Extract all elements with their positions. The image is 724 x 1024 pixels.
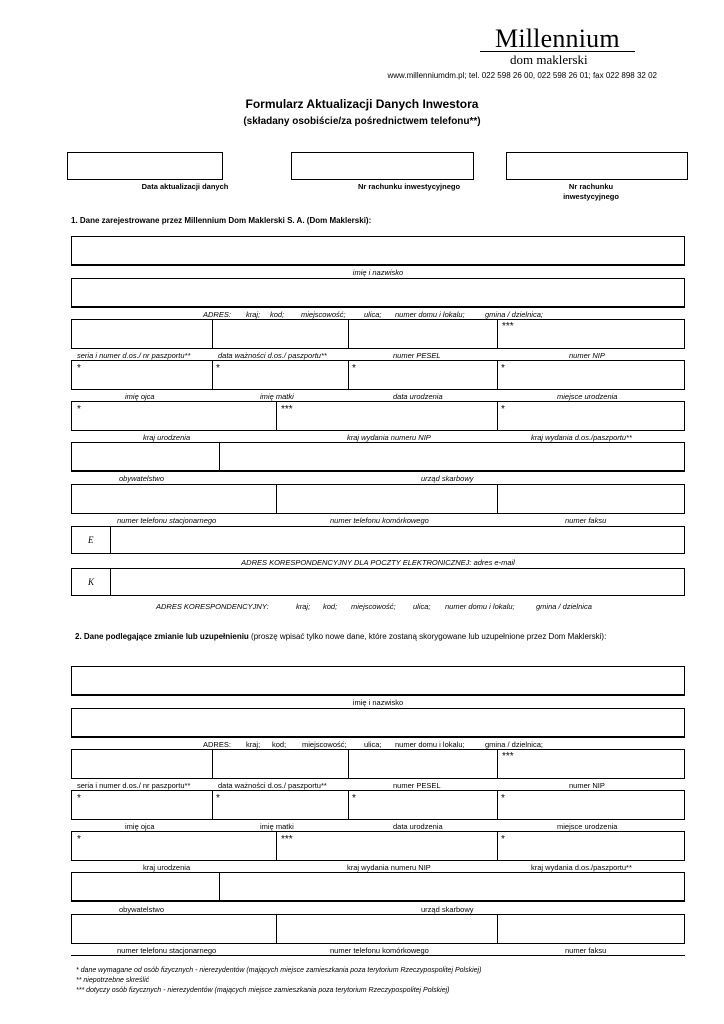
star: * — [352, 793, 356, 804]
s1-row-citizenship[interactable] — [71, 442, 685, 472]
pesel-label: numer PESEL — [393, 351, 441, 360]
birth-country-label: kraj urodzenia — [143, 433, 191, 442]
logo-wordmark: Millennium — [495, 24, 620, 53]
doc-country-label: kraj wydania d.os./paszportu** — [531, 863, 632, 872]
street-label: ulica; — [364, 740, 382, 749]
account-number-field-2[interactable] — [506, 152, 688, 180]
house-label: numer domu i lokalu; — [395, 740, 465, 749]
account-label-2: Nr rachunku inwestycyjnego — [563, 182, 619, 201]
address-label: ADRES: — [203, 740, 231, 749]
pesel-label: numer PESEL — [393, 781, 441, 790]
s1-address-field[interactable] — [71, 278, 685, 308]
district-label: gmina / dzielnica; — [485, 310, 543, 319]
doc-country-label: kraj wydania d.os./paszportu** — [531, 433, 632, 442]
s1-row-id[interactable] — [71, 319, 685, 349]
s1-name-field[interactable] — [71, 236, 685, 266]
footnote-2: ** niepotrzebne skreślić — [76, 977, 150, 984]
nip-label: numer NIP — [569, 781, 605, 790]
district-label: gmina / dzielnica; — [485, 740, 543, 749]
s2-row-citizenship[interactable] — [71, 872, 685, 902]
s1-row-phones[interactable] — [71, 484, 685, 514]
address-label: ADRES: — [203, 310, 231, 319]
s2-bottom-rule — [71, 955, 685, 956]
star: * — [77, 363, 81, 374]
expiry-label: data ważności d.os./ paszportu** — [218, 781, 327, 790]
postcode-label: kod; — [270, 310, 285, 319]
fax-label: numer faksu — [565, 946, 607, 955]
fax-label: numer faksu — [565, 516, 607, 525]
form-title: Formularz Aktualizacji Danych Inwestora — [245, 97, 479, 111]
father-label: imię ojca — [125, 392, 155, 401]
s2-name-label: imię i nazwisko — [352, 698, 404, 707]
date-field[interactable] — [67, 152, 223, 180]
s1-name-label: imię i nazwisko — [352, 268, 404, 277]
s1-row-parents[interactable] — [71, 360, 685, 390]
landline-label: numer telefonu stacjonarnego — [117, 516, 217, 525]
corr-postcode-label: kod; — [323, 602, 338, 611]
s1-citizenship-labels — [71, 474, 685, 484]
citizenship-label: obywatelstwo — [119, 474, 165, 483]
account-label-1: Nr rachunku inwestycyjnego — [357, 182, 461, 191]
footnote-3: *** dotyczy osób fizycznych - nierezydentów (mających miejsce zamieszkania poza terytorium Rzeczypospolitej Polskiej) — [76, 987, 450, 994]
s2-row-id[interactable] — [71, 749, 685, 779]
country-label: kraj; — [246, 740, 261, 749]
city-label: miejscowość; — [301, 310, 346, 319]
birth-country-label: kraj urodzenia — [143, 863, 191, 872]
s2-name-field[interactable] — [71, 666, 685, 696]
nip-label: numer NIP — [569, 351, 605, 360]
section2-heading-bold: 2. Dane podlegające zmianie lub uzupełnieniu — [75, 632, 249, 641]
star: * — [77, 404, 81, 415]
s1-phone-labels — [71, 516, 685, 526]
s2-row-phones[interactable] — [71, 914, 685, 944]
star: * — [77, 834, 81, 845]
star: * — [216, 793, 220, 804]
landline-label: numer telefonu stacjonarnego — [117, 946, 217, 955]
mother-label: imię matki — [260, 822, 294, 831]
tax-office-label: urząd skarbowy — [421, 905, 474, 914]
mobile-label: numer telefonu komórkowego — [330, 946, 429, 955]
s2-row-parents[interactable] — [71, 790, 685, 820]
street-label: ulica; — [364, 310, 382, 319]
s2-row-birth[interactable] — [71, 831, 685, 861]
star: * — [216, 363, 220, 374]
tax-office-label: urząd skarbowy — [421, 474, 474, 483]
corr-street-label: ulica; — [413, 602, 431, 611]
s1-email-label: ADRES KORESPONDENCYJNY DLA POCZTY ELEKTRONICZNEJ: adres e-mail — [241, 558, 515, 567]
birthdate-label: data urodzenia — [393, 392, 443, 401]
triple-star: *** — [502, 321, 514, 332]
triple-star: *** — [502, 751, 514, 762]
section1-heading: 1. Dane zarejestrowane przez Millennium Dom Maklerski S. A. (Dom Maklerski): — [71, 216, 372, 225]
city-label: miejscowość; — [302, 740, 347, 749]
star: * — [501, 363, 505, 374]
triple-star: *** — [281, 404, 293, 415]
triple-star: *** — [281, 834, 293, 845]
passport-label: seria i numer d.os./ nr paszportu** — [77, 351, 191, 360]
corr-house-label: numer domu i lokalu; — [445, 602, 515, 611]
star: * — [501, 793, 505, 804]
star: * — [501, 404, 505, 415]
postcode-label: kod; — [272, 740, 287, 749]
s1-row-birth[interactable] — [71, 401, 685, 431]
country-label: kraj; — [246, 310, 261, 319]
star: * — [352, 363, 356, 374]
section2-heading — [75, 632, 615, 642]
corr-country-label: kraj; — [296, 602, 311, 611]
passport-label: seria i numer d.os./ nr paszportu** — [77, 781, 191, 790]
section2-heading-note: (proszę wpisać tylko nowe dane, które zostaną skorygowane lub uzupełnione przez Dom Maklerski): — [248, 632, 607, 641]
account-number-field-1[interactable] — [291, 152, 474, 180]
corr-address-label: ADRES KORESPONDENCYJNY: — [156, 602, 269, 611]
father-label: imię ojca — [125, 822, 155, 831]
birthplace-label: miejsce urodzenia — [557, 392, 618, 401]
expiry-label: data ważności d.os./ paszportu** — [218, 351, 327, 360]
corr-city-label: miejscowość; — [351, 602, 396, 611]
house-label: numer domu i lokalu; — [395, 310, 465, 319]
correspondence-marker: K — [88, 577, 95, 587]
contact-line: www.millenniumdm.pl; tel. 022 598 26 00, 022 598 26 01; fax 022 898 32 02 — [387, 71, 657, 80]
email-marker: E — [88, 535, 94, 545]
s1-correspondence-field[interactable] — [71, 568, 685, 596]
mother-label: imię matki — [260, 392, 294, 401]
birthdate-label: data urodzenia — [393, 822, 443, 831]
date-label: Data aktualizacji danych — [141, 182, 229, 191]
s1-email-field[interactable] — [71, 526, 685, 554]
footnote-1: * dane wymagane od osób fizycznych - nierezydentów (mających miejsce zamieszkania poza terytorium Rzeczypospolitej Polskiej) — [76, 967, 482, 974]
form-subtitle: (składany osobiście/za pośrednictwem telefonu**) — [243, 116, 481, 127]
star: * — [501, 834, 505, 845]
corr-district-label: gmina / dzielnica — [536, 602, 592, 611]
mobile-label: numer telefonu komórkowego — [330, 516, 429, 525]
birthplace-label: miejsce urodzenia — [557, 822, 618, 831]
logo-subtitle: dom maklerski — [510, 52, 588, 67]
nip-country-label: kraj wydania numeru NIP — [347, 433, 431, 442]
star: * — [77, 793, 81, 804]
s2-address-field[interactable] — [71, 708, 685, 738]
nip-country-label: kraj wydania numeru NIP — [347, 863, 431, 872]
citizenship-label: obywatelstwo — [119, 905, 165, 914]
s1-corr-labels — [71, 602, 685, 612]
